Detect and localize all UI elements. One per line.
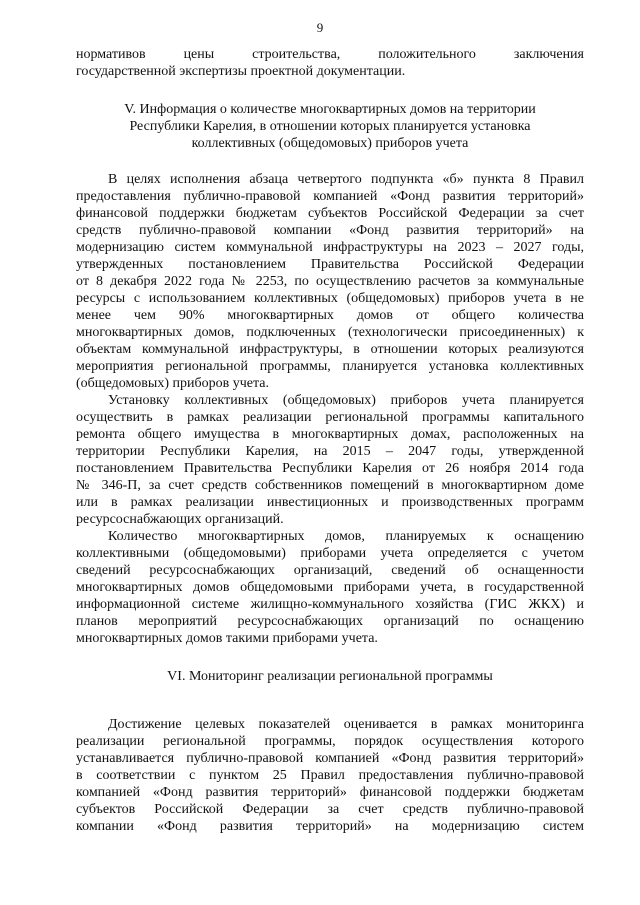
section-5-heading	[76, 101, 584, 152]
text-line: от 8 декабря 2022 года № 2253, по осуществлению расчетов за коммунальные	[76, 274, 584, 289]
section-5-paragraph-2	[76, 392, 584, 528]
text-line: компанией «Фонд развития территорий» финансовой поддержки бюджетам	[76, 785, 584, 800]
text-line: осуществить в рамках реализации региональной программы капитального	[76, 410, 584, 425]
text-line: ресурсы с использованием коллективных (общедомовых) приборов учета в не	[76, 291, 584, 306]
text-line: государственной экспертизы проектной документации.	[76, 64, 406, 79]
text-line: Достижение целевых показателей оценивается в рамках мониторинга	[108, 717, 584, 732]
text-line: объектам коммунальной инфраструктуры, в отношении которых реализуются	[76, 342, 584, 357]
text-line: В целях исполнения абзаца четвертого подпункта «б» пункта 8 Правил	[108, 172, 584, 187]
text-line: (общедомовых) приборов учета.	[76, 376, 269, 391]
text-line: утвержденных постановлением Правительства Российской Федерации	[76, 257, 584, 272]
text-line: многоквартирных домов такими приборами учета.	[76, 631, 378, 646]
section-6-heading	[76, 668, 584, 685]
text-line: модернизацию систем коммунальной инфраструктуры на 2023 – 2027 годы,	[76, 240, 584, 255]
text-line: в соответствии с пунктом 25 Правил предоставления публично-правовой	[76, 768, 584, 783]
text-line: мероприятия региональной программы, планируется установка коллективных	[76, 359, 584, 374]
text-line: информационной системе жилищно-коммунального хозяйства (ГИС ЖКХ) и	[76, 597, 584, 612]
section-5-paragraph-3	[76, 528, 584, 647]
intro-paragraph	[76, 46, 584, 80]
heading-line: V. Информация о количестве многоквартирных домов на территории	[124, 102, 536, 117]
text-line: № 346-П, за счет средств собственников помещений в многоквартирном доме	[76, 478, 584, 493]
text-line: ремонта общего имущества в многоквартирных домах, расположенных на	[76, 427, 584, 442]
text-line: Установку коллективных (общедомовых) приборов учета планируется	[108, 393, 584, 408]
heading-line: Республики Карелия, в отношении которых планируется установка	[129, 119, 531, 134]
text-line: сведений ресурсоснабжающих организаций, сведений об оснащенности	[76, 563, 584, 578]
text-line: ресурсоснабжающих организаций.	[76, 512, 284, 527]
text-line: постановлением Правительства Республики Карелия от 26 ноября 2014 года	[76, 461, 584, 476]
text-line: средств публично-правовой компании «Фонд развития территорий» на	[76, 223, 584, 238]
heading-line: коллективных (общедомовых) приборов учета	[191, 136, 469, 151]
text-line: предоставления публично-правовой компанией «Фонд развития территорий»	[76, 189, 584, 204]
text-line: менее чем 90% многоквартирных домов от общего количества	[76, 308, 584, 323]
text-line: планов мероприятий ресурсоснабжающих организаций по оснащению	[76, 614, 584, 629]
text-line: субъектов Российской Федерации за счет средств публично-правовой	[76, 802, 584, 817]
section-5-paragraph-1	[76, 171, 584, 392]
text-line: или в рамках реализации инвестиционных и производственных программ	[76, 495, 584, 510]
text-line: устанавливается публично-правовой компанией «Фонд развития территорий»	[76, 751, 584, 766]
text-line: компании «Фонд развития территорий» на модернизацию систем	[76, 819, 584, 834]
page-number: 9	[316, 20, 324, 35]
text-line: реализации региональной программы, порядок осуществления которого	[76, 734, 584, 749]
text-line: финансовой поддержки бюджетам субъектов Российской Федерации за счет	[76, 206, 584, 221]
text-line: нормативов цены строительства, положительного заключения	[76, 47, 584, 62]
heading-line: VI. Мониторинг реализации региональной программы	[167, 669, 493, 684]
section-6-paragraph	[76, 716, 584, 835]
text-line: коллективными (общедомовыми) приборами учета определяется с учетом	[76, 546, 584, 561]
text-line: многоквартирных домов общедомовыми приборами учета, в государственной	[76, 580, 584, 595]
text-line: многоквартирных домов, подключенных (технологически присоединенных) к	[76, 325, 584, 340]
text-line: Количество многоквартирных домов, планируемых к оснащению	[108, 529, 584, 544]
text-line: территории Республики Карелия, на 2015 – 2047 годы, утвержденной	[76, 444, 584, 459]
